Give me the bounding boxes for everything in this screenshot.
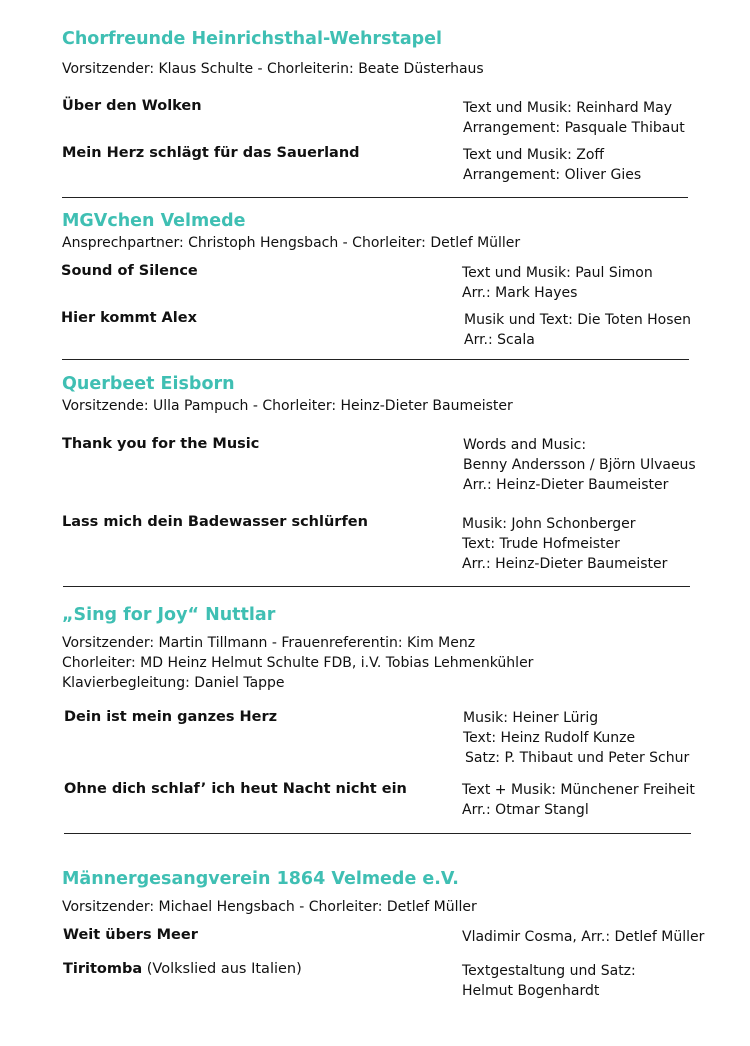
song-note: (Volkslied aus Italien) [142,961,302,977]
section-title: Chorfreunde Heinrichsthal-Wehrstapel [62,29,443,49]
credit-line: Musik: John Schonberger [462,516,636,532]
info-line: Chorleiter: MD Heinz Helmut Schulte FDB, i.V. Tobias Lehmenkühler [62,655,534,671]
song-title: Dein ist mein ganzes Herz [64,709,278,725]
credit-line: Arr.: Heinz-Dieter Baumeister [463,477,669,493]
song-credits [462,961,636,1001]
info-line: Vorsitzender: Klaus Schulte - Chorleiterin: Beate Düsterhaus [62,61,484,77]
credit-line: Arr.: Mark Hayes [462,285,578,301]
credit-line: Textgestaltung und Satz: [462,963,636,979]
song-title: Mein Herz schlägt für das Sauerland [62,145,360,161]
section-divider [62,359,689,360]
song-title-text: Tiritomba [63,961,143,977]
section-info [62,633,533,693]
section-title: MGVchen Velmede [62,211,246,231]
song-credits [462,780,695,820]
credit-line: Benny Andersson / Björn Ulvaeus [463,457,696,473]
song-title: Lass mich dein Badewasser schlürfen [62,514,368,530]
section-divider [62,197,688,198]
song-credits [463,145,641,185]
credit-line: Text und Musik: Zoff [463,147,605,163]
credit-line: Arr.: Heinz-Dieter Baumeister [462,556,668,572]
info-line: Vorsitzender: Michael Hengsbach - Chorleiter: Detlef Müller [62,899,477,915]
section-info [62,897,477,917]
info-line: Vorsitzende: Ulla Pampuch - Chorleiter: Heinz-Dieter Baumeister [62,398,513,414]
info-line: Vorsitzender: Martin Tillmann - Frauenreferentin: Kim Menz [62,635,476,651]
info-line: Ansprechpartner: Christoph Hengsbach - Chorleiter: Detlef Müller [62,235,521,251]
section-info [62,396,513,416]
section-info [62,233,520,253]
song-credits [463,98,685,138]
credit-line: Helmut Bogenhardt [462,983,600,999]
song-credits [463,708,689,768]
song-title: Über den Wolken [62,98,202,114]
credit-line: Arr.: Otmar Stangl [462,802,589,818]
credit-line: Musik: Heiner Lürig [463,710,599,726]
song-title: Thank you for the Music [62,436,260,452]
credit-line: Text + Musik: Münchener Freiheit [462,782,695,798]
info-line: Klavierbegleitung: Daniel Tappe [62,675,285,691]
credit-line: Words and Music: [463,437,587,453]
credit-line: Arrangement: Oliver Gies [463,167,642,183]
credit-line: Text und Musik: Paul Simon [462,265,653,281]
credit-line: Arrangement: Pasquale Thibaut [463,120,685,136]
song-title [63,961,302,977]
song-credits [462,514,667,574]
credit-line: Arr.: Scala [464,332,535,348]
song-title: Sound of Silence [61,263,198,279]
section-info [62,59,484,79]
credit-line: Text: Heinz Rudolf Kunze [463,730,636,746]
credit-line: Text und Musik: Reinhard May [463,100,672,116]
song-title: Hier kommt Alex [61,310,197,326]
section-divider [63,586,690,587]
credit-line: Text: Trude Hofmeister [462,536,620,552]
section-title: Querbeet Eisborn [62,374,235,394]
section-divider [64,833,691,834]
song-credits [464,310,691,350]
credit-line: Satz: P. Thibaut und Peter Schur [465,750,690,766]
song-credits [463,435,696,495]
song-credits [462,927,704,947]
credit-line: Musik und Text: Die Toten Hosen [464,312,692,328]
song-credits [462,263,653,303]
section-title: „Sing for Joy“ Nuttlar [62,605,276,625]
song-title: Ohne dich schlaf’ ich heut Nacht nicht ein [64,781,407,797]
credit-line: Vladimir Cosma, Arr.: Detlef Müller [462,929,705,945]
section-title: Männergesangverein 1864 Velmede e.V. [62,869,459,889]
song-title: Weit übers Meer [63,927,198,943]
